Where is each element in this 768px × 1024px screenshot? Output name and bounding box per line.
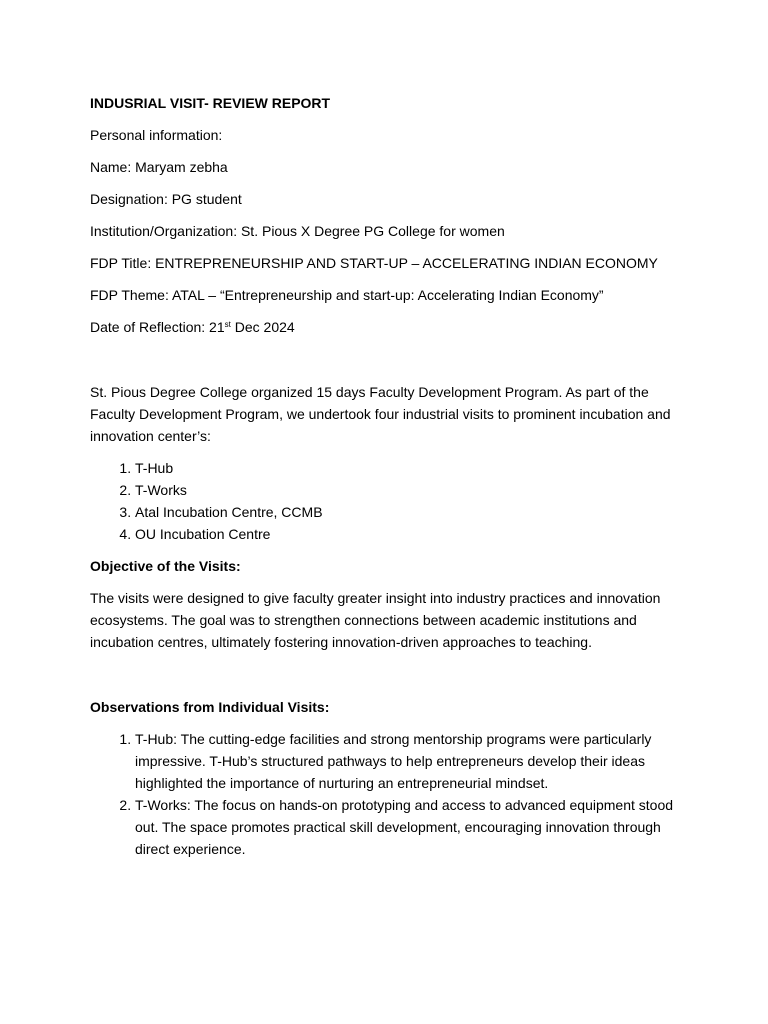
personal-info-label: Personal information: [90,127,223,143]
designation-line: Designation: PG student [90,191,242,207]
list-item: 4. OU Incubation Centre [135,523,690,545]
list-item: 3. Atal Incubation Centre, CCMB [135,501,690,523]
fdp-title-line: FDP Title: ENTREPRENEURSHIP AND START-UP – ACCELERATING INDIAN ECONOMY [90,255,658,271]
section-spacer [90,663,690,696]
document-body [90,92,690,870]
fdp-theme-line: FDP Theme: ATAL – “Entrepreneurship and start-up: Accelerating Indian Economy” [90,287,604,303]
objective-heading: Objective of the Visits: [90,558,241,574]
list-item: 2. T-Works: The focus on hands-on prototyping and access to advanced equipment stood out. The space promotes practical skill development, encouraging innovation through direct experience. [135,794,690,860]
list-item: 2. T-Works [135,479,690,501]
document-title: INDUSRIAL VISIT- REVIEW REPORT [90,95,331,111]
list-item: 1. T-Hub: The cutting-edge facilities and strong mentorship programs were particularly impressive. T-Hub’s structured pathways to help entrepreneurs develop their ideas highlighted the importance of nurturing an entrepreneurial mindset. [135,728,690,794]
institution-line: Institution/Organization: St. Pious X Degree PG College for women [90,223,505,239]
objective-paragraph: The visits were designed to give faculty greater insight into industry practices and innovation ecosystems. The goal was to strengthen connections between academic institutions and incubation centres, ultimately fostering innovation-driven approaches to teaching. [90,590,661,650]
date-suffix: Dec 2024 [230,319,295,335]
date-ordinal-suffix: st [224,320,231,329]
observations-list [90,728,690,860]
intro-paragraph: St. Pious Degree College organized 15 days Faculty Development Program. As part of the Faculty Development Program, we undertook four industrial visits to prominent incubation and innovation center’s: [90,384,671,444]
date-prefix: Date of Reflection: 21 [90,319,225,335]
observations-heading: Observations from Individual Visits: [90,699,330,715]
section-spacer [90,348,690,381]
name-line: Name: Maryam zebha [90,159,228,175]
list-item: 1. T-Hub [135,457,690,479]
visits-list [90,457,690,545]
date-of-reflection [90,316,690,338]
